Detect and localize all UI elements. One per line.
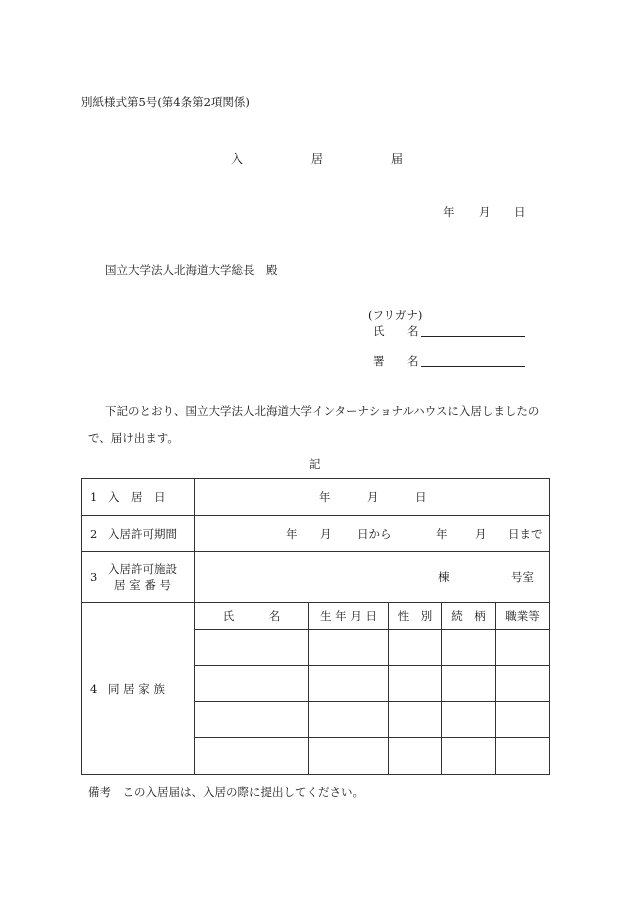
family-relationship-cell[interactable] <box>442 630 496 666</box>
row-label: 同 居 家 族 <box>108 681 165 696</box>
family-relationship-cell[interactable] <box>442 702 496 738</box>
col-header-relationship: 続 柄 <box>442 603 496 630</box>
family-birthdate-cell[interactable] <box>309 630 389 666</box>
row-number: 1 <box>90 490 98 504</box>
permit-period-field[interactable] <box>195 516 550 552</box>
signature-label-char-1: 署 <box>373 354 385 368</box>
col-header-birthdate: 生 年 月 日 <box>309 603 389 630</box>
col-header-occupation: 職業等 <box>496 603 550 630</box>
row-permit-period <box>82 516 550 552</box>
residence-form-table <box>81 478 550 775</box>
room-unit: 号室 <box>511 570 534 584</box>
date-year-label: 年 <box>443 205 455 219</box>
addressee: 国立大学法人北海道大学総長 殿 <box>105 263 278 277</box>
remarks-note: 備考 この入居届は、入居の際に提出してください。 <box>88 785 364 799</box>
move-in-date-field[interactable] <box>195 479 550 516</box>
row-facility-room <box>82 552 550 603</box>
unit-to-month: 月 <box>475 526 487 541</box>
unit-to-year: 年 <box>436 526 448 541</box>
family-birthdate-cell[interactable] <box>309 666 389 702</box>
row-label: 入居許可期間 <box>108 526 177 541</box>
family-name-cell[interactable] <box>195 666 309 702</box>
facility-room-label <box>82 552 195 603</box>
unit-day: 日 <box>415 490 427 504</box>
unit-year: 年 <box>319 490 331 504</box>
ki-label: 記 <box>309 457 321 471</box>
furigana-label: (フリガナ) <box>368 308 423 322</box>
cohabiting-family-label <box>82 603 195 775</box>
family-sex-cell[interactable] <box>389 666 442 702</box>
family-relationship-cell[interactable] <box>442 738 496 775</box>
family-sex-cell[interactable] <box>389 630 442 666</box>
unit-to-day: 日まで <box>508 526 543 541</box>
row-number: 2 <box>90 526 98 541</box>
row-move-in-date <box>82 479 550 516</box>
row-number: 4 <box>90 681 98 696</box>
move-in-date-label <box>82 479 195 516</box>
name-label-char-1: 氏 <box>373 324 385 338</box>
building-unit: 棟 <box>438 570 450 584</box>
permit-period-label <box>82 516 195 552</box>
family-header-row <box>82 603 550 630</box>
family-name-cell[interactable] <box>195 630 309 666</box>
title-char-2: 居 <box>311 152 324 166</box>
family-sex-cell[interactable] <box>389 702 442 738</box>
facility-room-field[interactable] <box>195 552 550 603</box>
signature-field[interactable] <box>421 366 525 367</box>
name-label-char-2: 名 <box>407 324 419 338</box>
body-line-1: 下記のとおり、国立大学法人北海道大学インターナショナルハウスに入居しましたの <box>105 404 540 418</box>
row-number: 3 <box>90 570 98 584</box>
family-occupation-cell[interactable] <box>496 702 550 738</box>
unit-from-year: 年 <box>286 526 298 541</box>
family-sex-cell[interactable] <box>389 738 442 775</box>
family-birthdate-cell[interactable] <box>309 738 389 775</box>
title-char-3: 届 <box>391 152 404 166</box>
unit-month: 月 <box>367 490 379 504</box>
family-birthdate-cell[interactable] <box>309 702 389 738</box>
form-code: 別紙様式第5号(第4条第2項関係) <box>81 95 250 109</box>
family-occupation-cell[interactable] <box>496 738 550 775</box>
family-occupation-cell[interactable] <box>496 666 550 702</box>
unit-from-month: 月 <box>320 526 332 541</box>
facility-label: 入居許可施設 <box>108 562 177 576</box>
body-line-2: で、届け出ます。 <box>88 431 179 445</box>
title-char-1: 入 <box>231 152 244 166</box>
name-field[interactable] <box>421 336 525 337</box>
unit-from-day: 日から <box>357 526 392 541</box>
family-occupation-cell[interactable] <box>496 630 550 666</box>
date-day-label: 日 <box>514 205 526 219</box>
room-number-label: 居 室 番 号 <box>114 578 171 592</box>
date-month-label: 月 <box>479 205 491 219</box>
family-name-cell[interactable] <box>195 738 309 775</box>
row-label: 入 居 日 <box>108 490 166 504</box>
col-header-sex: 性 別 <box>389 603 442 630</box>
col-header-name: 氏 名 <box>195 603 309 630</box>
family-name-cell[interactable] <box>195 702 309 738</box>
family-relationship-cell[interactable] <box>442 666 496 702</box>
signature-label-char-2: 名 <box>407 354 419 368</box>
